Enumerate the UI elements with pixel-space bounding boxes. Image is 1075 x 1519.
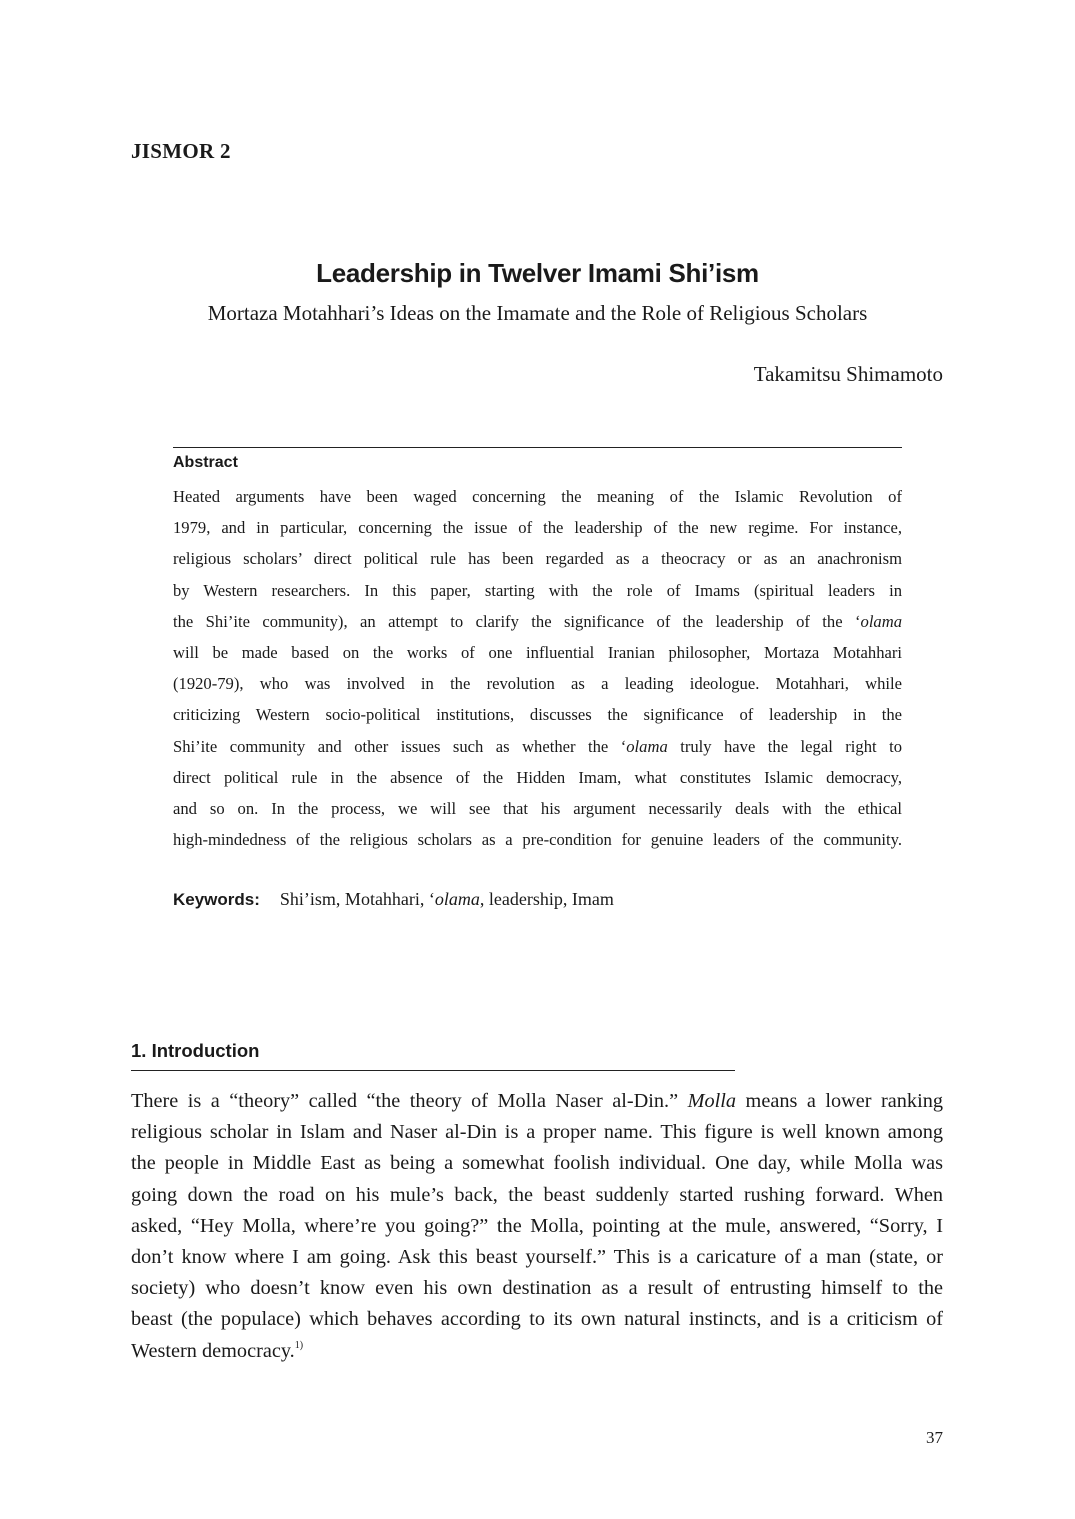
- page-number: 37: [926, 1428, 943, 1447]
- section-heading: 1. Introduction: [131, 1040, 260, 1061]
- intro-line: asked, “Hey Molla, where’re you going?” the Molla, pointing at the mule, answered, “Sorry, I: [131, 1214, 943, 1237]
- abstract-heading: Abstract: [173, 454, 238, 471]
- abstract-line: high-mindedness of the religious scholars as a pre-condition for genuine leaders of the community.: [173, 830, 902, 850]
- abstract-line: will be made based on the works of one influential Iranian philosopher, Mortaza Motahhari: [173, 643, 902, 663]
- intro-line: the people in Middle East as being a somewhat foolish individual. One day, while Molla was: [131, 1152, 943, 1175]
- abstract-line: by Western researchers. In this paper, starting with the role of Imams (spiritual leaders in: [173, 580, 902, 600]
- abstract-line: Heated arguments have been waged concerning the meaning of the Islamic Revolution of: [173, 487, 902, 506]
- abstract-line: the Shi’ite community), an attempt to clarify the significance of the leadership of the ‘olama: [173, 611, 902, 631]
- intro-line: going down the road on his mule’s back, the beast suddenly started rushing forward. When: [131, 1183, 943, 1206]
- intro-line: There is a “theory” called “the theory of Molla Naser al-Din.” Molla means a lower ranking: [131, 1090, 943, 1112]
- intro-line: religious scholar in Islam and Naser al-Din is a proper name. This figure is well known among: [131, 1121, 943, 1144]
- journal-name: JISMOR 2: [131, 139, 231, 163]
- keywords: [173, 889, 614, 910]
- abstract-top-rule: [173, 447, 902, 448]
- introduction-body: [131, 1086, 943, 1367]
- abstract-line: religious scholars’ direct political rule has been regarded as a theocracy or as an anachronism: [173, 549, 902, 569]
- footnote-reference[interactable]: 1): [294, 1339, 304, 1351]
- abstract-line: criticizing Western socio-political institutions, discusses the significance of leadership in the: [173, 705, 902, 725]
- article-subtitle: Mortaza Motahhari’s Ideas on the Imamate and the Role of Religious Scholars: [207, 301, 868, 325]
- abstract-line: direct political rule in the absence of the Hidden Imam, what constitutes Islamic democracy,: [173, 767, 902, 787]
- abstract-line: (1920-79), who was involved in the revolution as a leading ideologue. Motahhari, while: [173, 674, 902, 694]
- abstract-line: 1979, and in particular, concerning the issue of the leadership of the new regime. For instance,: [173, 518, 902, 538]
- intro-line: don’t know where I am going. Ask this beast yourself.” This is a caricature of a man (state, or: [131, 1246, 943, 1269]
- intro-line: Western democracy.$^{1)}$: [131, 1339, 304, 1362]
- abstract-line: Shi’ite community and other issues such as whether the ‘olama truly have the legal right to: [173, 736, 902, 756]
- section-rule: [131, 1070, 735, 1071]
- author-name: Takamitsu Shimamoto: [753, 362, 943, 386]
- abstract-body: [173, 481, 902, 855]
- intro-line: society) who doesn’t know even his own destination as a result of entrusting himself to the: [131, 1277, 943, 1300]
- keywords-label: Keywords:: [173, 890, 260, 909]
- intro-line: beast (the populace) which behaves according to its own natural instincts, and is a criticism of: [131, 1308, 943, 1331]
- keywords-list: Shi’ism, Motahhari, ‘olama, leadership, Imam: [279, 889, 614, 909]
- article-title: Leadership in Twelver Imami Shi’ism: [316, 258, 759, 288]
- abstract-line: and so on. In the process, we will see that his argument necessarily deals with the ethical: [173, 799, 902, 819]
